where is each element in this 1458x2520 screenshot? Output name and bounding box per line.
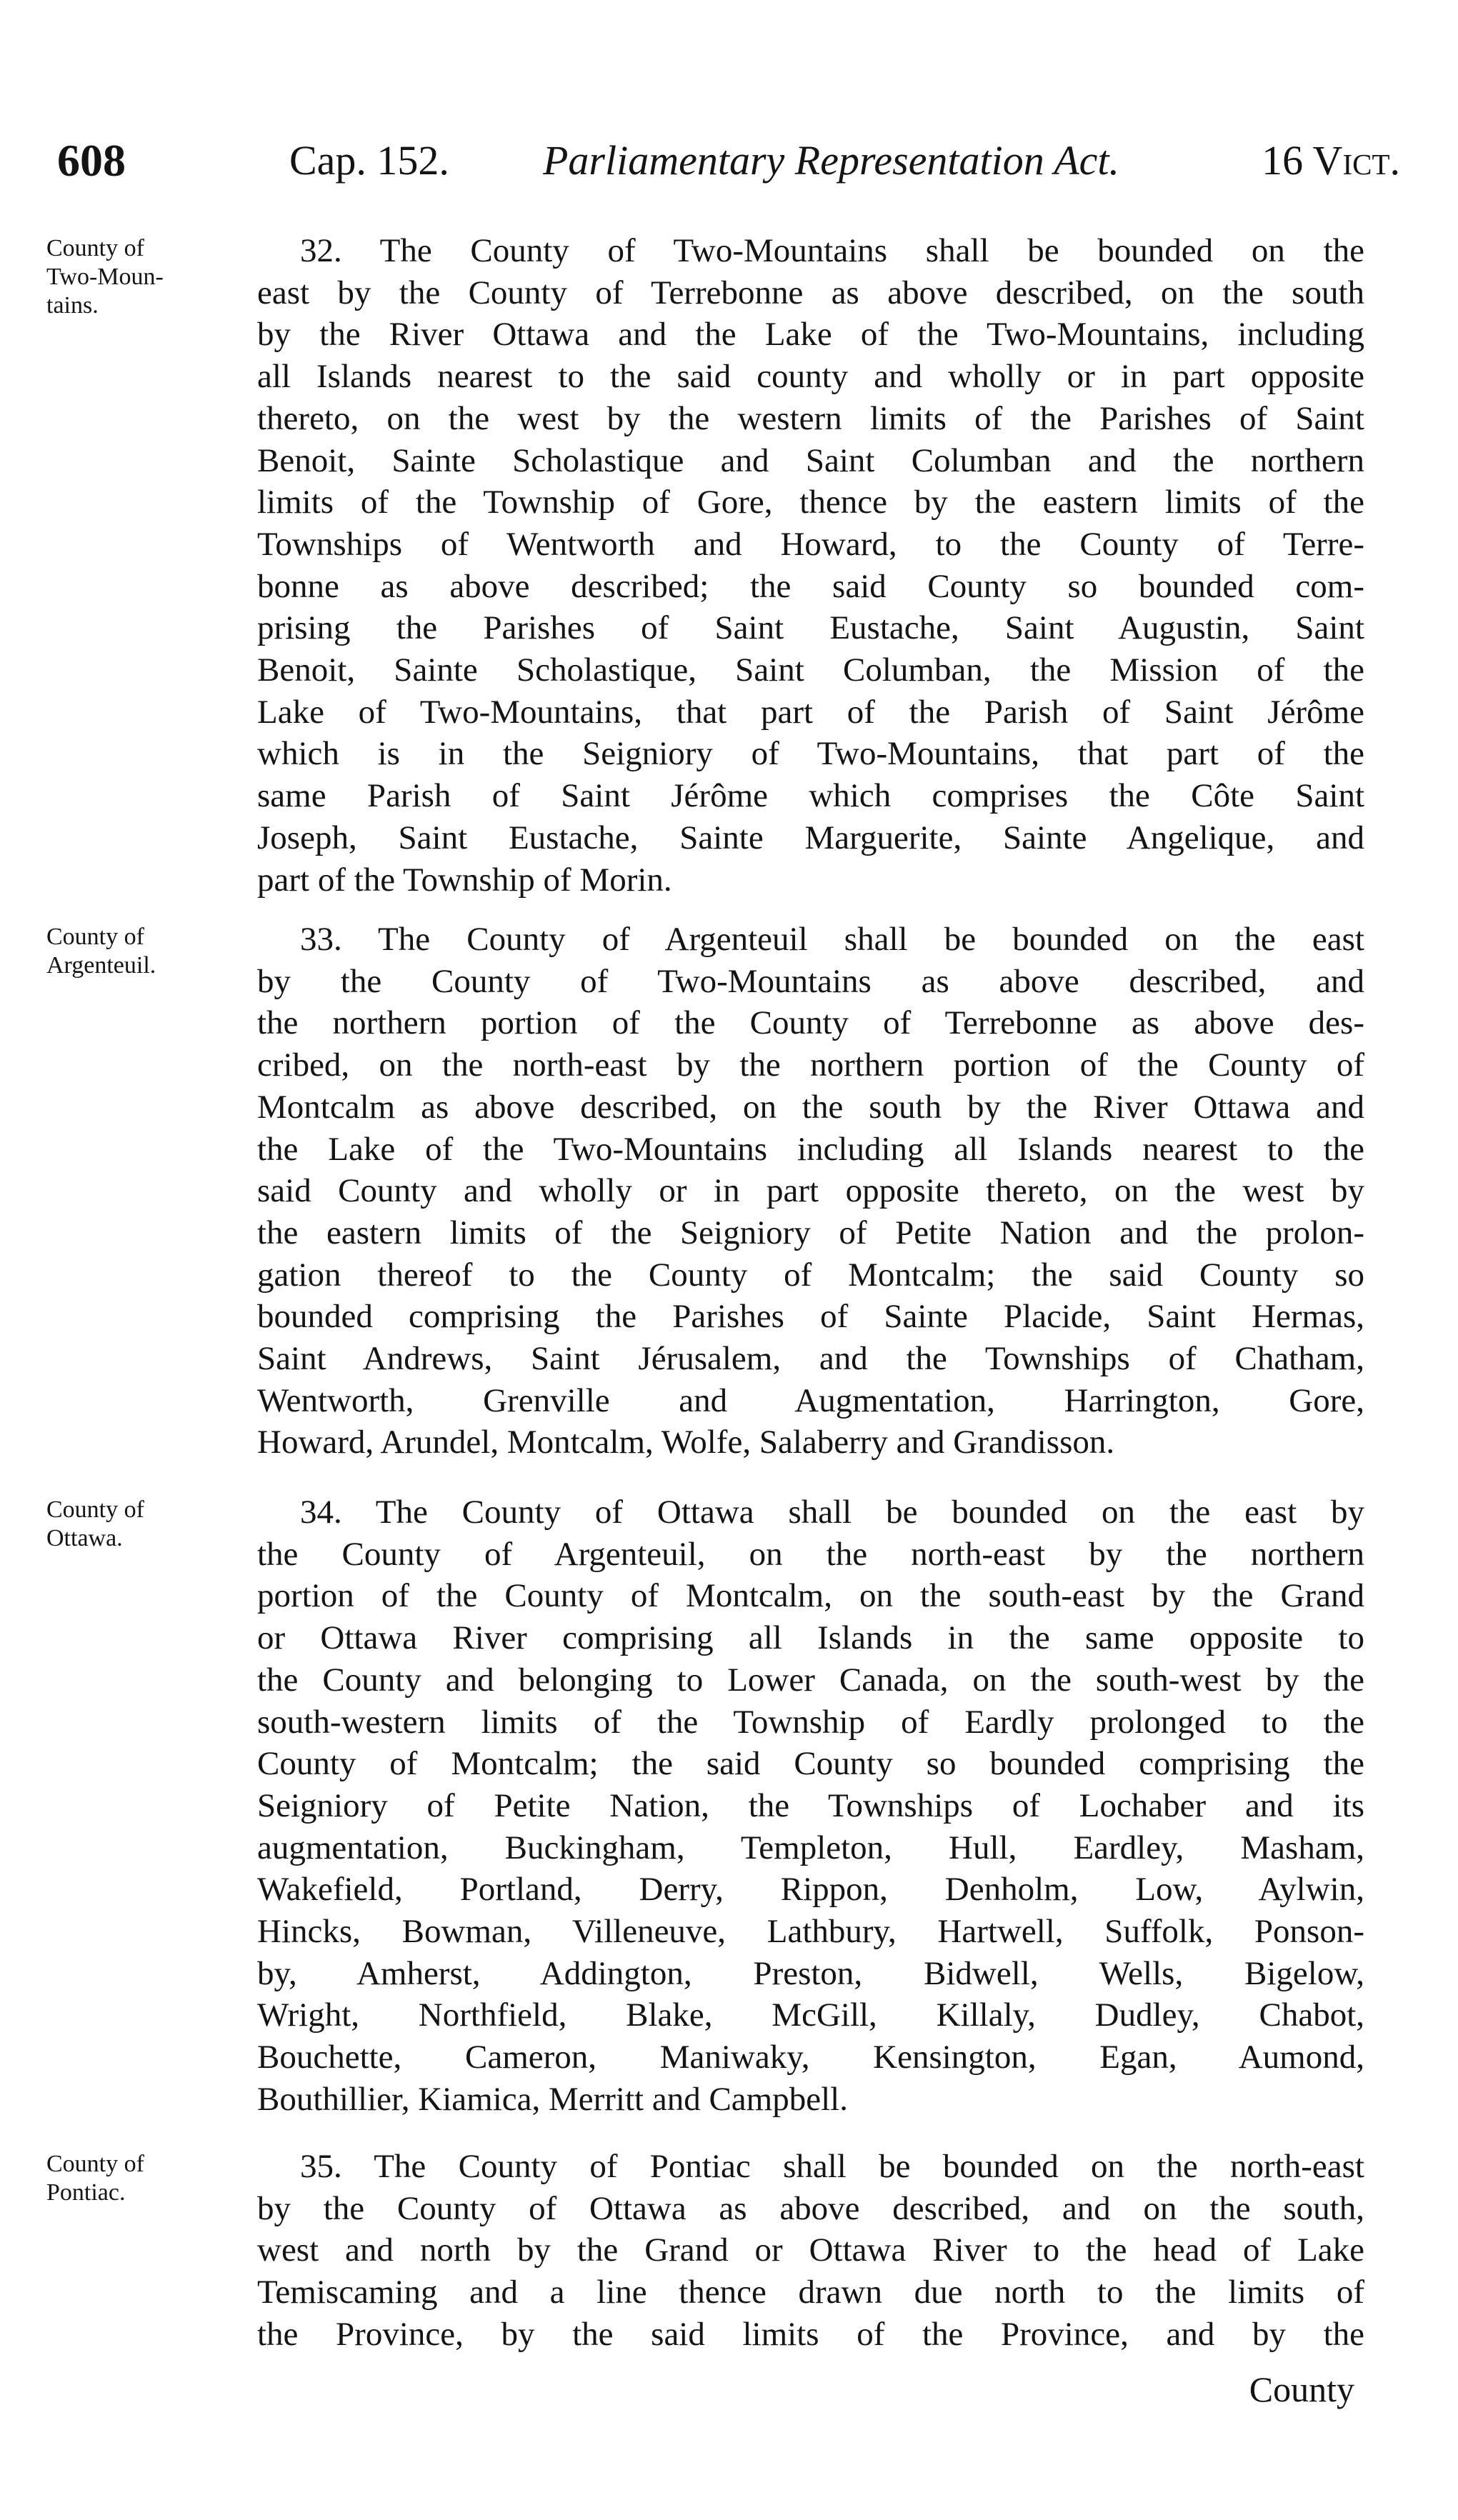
section-32-two-mountains: 32. The County of Two-Mountains shall be bounded on the east by the County of Terrebonne as above described, on the south by the River Ottawa and the Lake of the Two-Mountains, including all Islands nearest to the said county and wholly or in part opposite thereto, on the west by the western limits of the Parishes of Saint Benoit, Sainte Scholastique and Saint Columban and the northern limits of the Township of Gore, thence by the eastern limits of the Townships of Wentworth and Howard, to the County of Terre- bonne as above described; the said County so bounded com- prising the Parishes of Saint Eustache, Saint Augustin, Saint Benoit, Sainte Scholastique, Saint Columban, the Mission of the Lake of Two-Mountains, that part of the Parish of Saint Jérôme which is in the Seigniory of Two-Mountains, that part of the same Parish of Saint Jérôme which comprises the Côte Saint Joseph, Saint Eustache, Sainte Marguerite, Sainte Angelique, and part of the Township of Morin. bbox=[257, 232, 1364, 899]
regnal-session: 16 Vict. bbox=[1262, 137, 1400, 184]
running-header bbox=[43, 132, 1400, 189]
act-title: Parliamentary Representation Act. bbox=[543, 137, 1120, 184]
margin-note-pontiac: County of Pontiac. bbox=[46, 2151, 144, 2206]
margin-note-two-mountains: County of Two-Moun- tains. bbox=[46, 235, 164, 319]
catchword: County bbox=[1249, 2369, 1354, 2409]
section-35-pontiac: 35. The County of Pontiac shall be bounded on the north-east by the County of Ottawa as above described, and on the south, west and north by the Grand or Ottawa River to the head of Lake Temiscaming and a line thence drawn due north to the limits of the Province, by the said limits of the Province, and by the bbox=[257, 2148, 1364, 2353]
margin-note-argenteuil: County of Argenteuil. bbox=[46, 924, 156, 979]
section-34-ottawa: 34. The County of Ottawa shall be bounded on the east by the County of Argenteuil, on the north-east by the northern portion of the County of Montcalm, on the south-east by the Grand or Ottawa River comprising all Islands in the same opposite to the County and belonging to Lower Canada, on the south-west by the south-western limits of the Township of Eardly prolonged to the County of Montcalm; the said County so bounded comprising the Seigniory of Petite Nation, the Townships of Lochaber and its augmentation, Buckingham, Templeton, Hull, Eardley, Masham, Wakefield, Portland, Derry, Rippon, Denholm, Low, Aylwin, Hincks, Bowman, Villeneuve, Lathbury, Hartwell, Suffolk, Ponson- by, Amherst, Addington, Preston, Bidwell, Wells, Bigelow, Wright, Northfield, Blake, McGill, Killaly, Dudley, Chabot, Bouchette, Cameron, Maniwaky, Kensington, Egan, Aumond, Bouthillier, Kiamica, Merritt and Campbell. bbox=[257, 1494, 1364, 2118]
section-33-argenteuil: 33. The County of Argenteuil shall be bounded on the east by the County of Two-Mountains as above described, and the northern portion of the County of Terrebonne as above des- cribed, on the north-east by the northern portion of the County of Montcalm as above described, on the south by the River Ottawa and the Lake of the Two-Mountains including all Islands nearest to the said County and wholly or in part opposite thereto, on the west by the eastern limits of the Seigniory of Petite Nation and the prolon- gation thereof to the County of Montcalm; the said County so bounded comprising the Parishes of Sainte Placide, Saint Hermas, Saint Andrews, Saint Jérusalem, and the Townships of Chatham, Wentworth, Grenville and Augmentation, Harrington, Gore, Howard, Arundel, Montcalm, Wolfe, Salaberry and Grandisson. bbox=[257, 921, 1364, 1461]
page-number: 608 bbox=[57, 135, 126, 186]
margin-note-ottawa: County of Ottawa. bbox=[46, 1496, 144, 1551]
chapter-number: Cap. 152. bbox=[289, 137, 449, 184]
